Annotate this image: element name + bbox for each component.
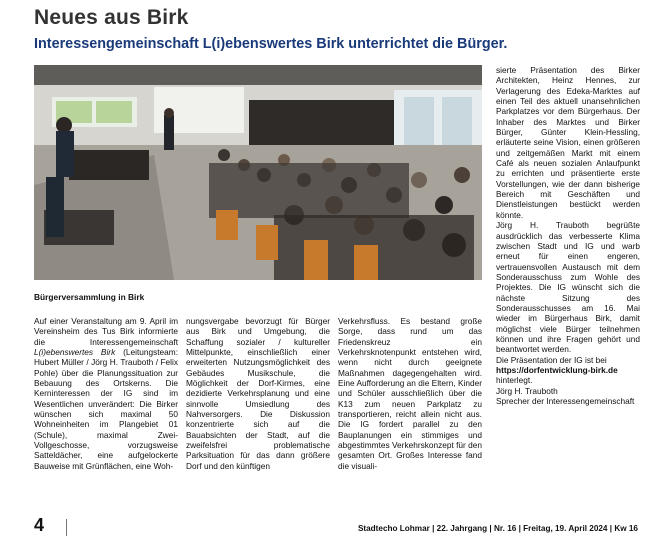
article-text: Verkehrsfluss. Es bestand große Sorge, dass rund um das Friedenskreuz ein Verkehrsknotenpunkt entstehen wird, wenn nicht durch geeignete Maßnahmen dagegengehalten wird. Eine Aufforderung an die Eltern, Kinder und Schüler ausschließlich über die K13 zum neuen Parkplatz zu transportieren, reicht allein nicht aus. Die IG fordert parallel zu den Bauplanungen ein stimmiges und abgestimmtes Verkehrskonzept für den gesamten Ort. Großes Interesse fand die visuali- — [338, 316, 482, 471]
article-paragraph: hinterlegt. — [496, 375, 533, 386]
article-column-3 — [338, 316, 482, 471]
article-paragraph: Die Präsentation der IG ist bei — [496, 354, 607, 365]
article-text: Auf einer Veranstaltung am 9. April im Vereinsheim des Tus Birk informierte die Interessengemeinschaft — [34, 316, 178, 347]
article-column-2 — [186, 316, 330, 471]
footer-divider — [66, 519, 67, 536]
signature-name: Jörg H. Trauboth — [496, 385, 558, 396]
subheadline: Interessengemeinschaft L(i)ebenswertes Birk unterrichtet die Bürger. — [34, 36, 508, 52]
signature-role: Sprecher der Interessengemeinschaft — [496, 396, 635, 406]
organization-name: L(i)ebenswertes Birk — [34, 347, 116, 358]
photo-caption: Bürgerversammlung in Birk — [34, 292, 145, 302]
article-text: (Leitungsteam: Hubert Müller / Jörg H. Trauboth / Felix Pohle) über die Planungssituation zur Bebauung des Ortskerns. Die Kerninteressen der IG sind im Wesentlichen unverändert: Die Birker wünschen sich maximal 50 Wohneinheiten im Plangebiet 01 (Schule), maximal Zwei-Vollgeschosse, vorzugsweise Satteldächer, eine aufgelockerte Bauweise mit Grünflächen, eine Woh- — [34, 347, 178, 471]
publication-info: Stadtecho Lohmar | 22. Jahrgang | Nr. 16 | Freitag, 19. April 2024 | Kw 16 — [357, 524, 638, 533]
page-number: 4 — [34, 515, 45, 535]
meeting-photo — [34, 65, 482, 280]
headline: Neues aus Birk — [34, 6, 189, 29]
article-column-1 — [34, 316, 178, 471]
article-text: nungsvergabe bevorzugt für Bürger aus Birk und Umgebung, die Schaffung sozialer / kultureller Mittelpunkte, einschließlich einer erweiterten Nutzungsmöglichkeit des Gebäudes Musikschule, die Möglichkeit der Dorf-Kirmes, eine dezidierte Verkehrsplanung und eine sinnvolle Umsiedlung des Nahversorgers. Die Diskussion konzentrierte sich auf die Bauabsichten der Stadt, auf die zweifelsfrei problematische Parksituation für das dann größere Dorf und den künftigen — [186, 316, 330, 471]
meeting-photo-illustration — [34, 65, 482, 280]
presentation-link[interactable]: https://dorfentwicklung-birk.de — [496, 364, 618, 375]
article-paragraph: sierte Präsentation des Birker Architekten, Heinz Hennes, zur Verlagerung des Edeka-Marktes auf einen Teil des aktuell unansehnlichen Parkplatzes vor dem Bürgerhaus. Der Inhaber des Marktes und Birker Bürger, Günter Klein-Hessling, erläuterte seine Vision, einen größeren und zeitgemäßen Markt mit einem Café als neuen sozialen Anlaufpunkt zu errichten und präsentierte erste Vorstellungen, wie der dann bisherige Bereich mit Geschäften und Dienstleistungen bestückt werden könnte. — [496, 65, 640, 220]
article-paragraph: Jörg H. Trauboth begrüßte ausdrücklich das verbesserte Klima zwischen Stadt und IG und warb erneut für einen engeren, vertrauensvollen Austausch mit dem Sonderausschuss zum Wohle des Projektes. Die IG wünscht sich die nächste Sitzung des Sonderausschusses am 16. Mai wieder im Bürgerhaus Birk, damit möglichst viele Bürger teilnehmen können und ihre Fragen gehört und beantwortet werden. — [496, 220, 640, 355]
article-column-4 — [496, 65, 640, 406]
